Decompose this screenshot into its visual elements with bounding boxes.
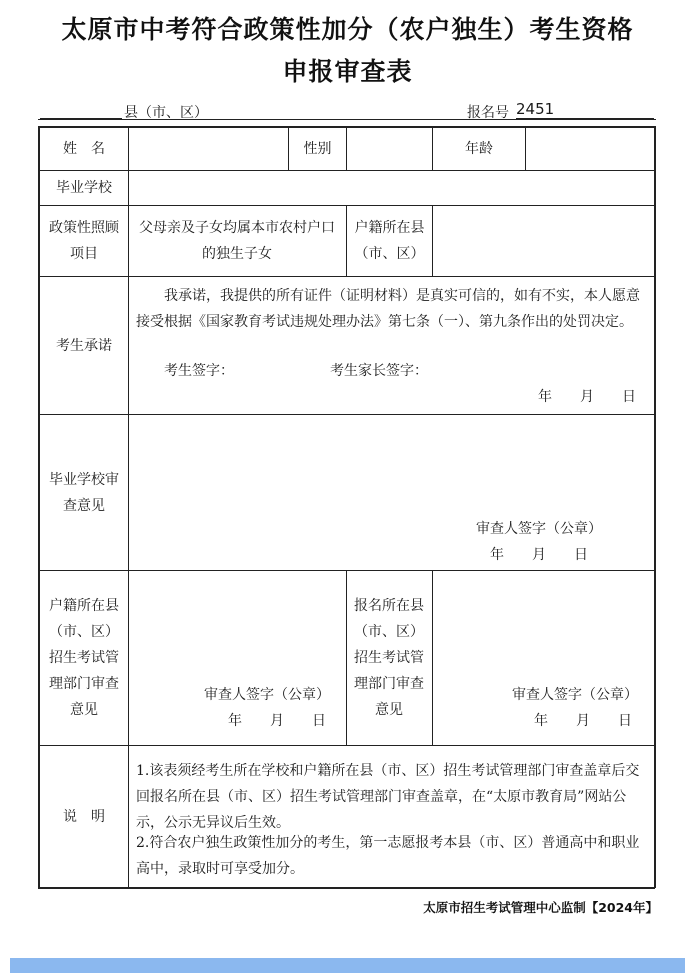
parent-signature-label: 考生家长签字： [330, 363, 428, 379]
col-line [432, 570, 433, 745]
notes-label: 说 明 [63, 808, 105, 825]
registration-number-value[interactable]: 2451 [516, 100, 654, 119]
issuer-footer: 太原市招生考试管理中心监制【2024年】 [423, 900, 658, 915]
school-field[interactable] [129, 171, 654, 205]
registration-number-label: 报名号 [467, 105, 509, 121]
county-label: 县（市、区） [124, 105, 208, 121]
row-line [38, 745, 655, 746]
notes-item-2: 2.符合农户独生政策性加分的考生，第一志愿报考本县（市、区）普通高中和职业高中，录取时可享受加分。 [136, 835, 640, 877]
divider [38, 119, 656, 120]
student-signature-label: 考生签字： [164, 363, 234, 379]
name-field[interactable] [129, 127, 288, 170]
school-label: 毕业学校 [56, 180, 112, 196]
age-field[interactable] [526, 127, 654, 170]
registration-dept-review-label: 报名所在县（市、区）招生考试管理部门审查意见 [354, 598, 424, 718]
school-review-date: 年 月 日 [490, 547, 588, 563]
table-border-right [654, 126, 656, 888]
household-dept-review-date: 年 月 日 [228, 713, 326, 729]
col-line [128, 126, 129, 888]
row-line [38, 414, 655, 415]
policy-label: 政策性照顾项目 [49, 220, 119, 262]
school-review-label: 毕业学校审查意见 [49, 471, 119, 514]
age-label: 年龄 [465, 140, 493, 157]
household-dept-reviewer-signature: 审查人签字（公章） [204, 687, 330, 703]
name-label: 姓 名 [63, 140, 105, 157]
form-title-line1: 太原市中考符合政策性加分（农户独生）考生资格 [61, 15, 634, 44]
household-label: 户籍所在县（市、区） [354, 220, 425, 262]
table-border-bottom [38, 887, 655, 889]
pledge-label: 考生承诺 [56, 337, 112, 354]
school-reviewer-signature: 审查人签字（公章） [476, 521, 602, 537]
notes-item-1: 1.该表须经考生所在学校和户籍所在县（市、区）招生考试管理部门审查盖章后交回报名所在县（市、区）招生考试管理部门审查盖章，在“太原市教育局”网站公示，公示无异议后生效。 [136, 763, 640, 831]
policy-value: 父母亲及子女均属本市农村户口的独生子女 [139, 220, 335, 262]
registration-dept-reviewer-signature: 审查人签字（公章） [512, 687, 638, 703]
row-line [38, 276, 655, 277]
form-title-line2: 申报审查表 [282, 57, 413, 86]
col-line [346, 570, 347, 745]
registration-dept-review-date: 年 月 日 [534, 713, 632, 729]
pledge-text: 我承诺，我提供的所有证件（证明材料）是真实可信的，如有不实，本人愿意接受根据《国家教育考试违规处理办法》第七条（一）、第九条作出的处罚决定。 [136, 288, 640, 330]
household-dept-review-label: 户籍所在县（市、区）招生考试管理部门审查意见 [49, 598, 119, 718]
household-field[interactable] [433, 206, 654, 276]
gender-label: 性别 [303, 140, 332, 157]
gender-field[interactable] [347, 127, 432, 170]
bottom-bar [10, 958, 685, 973]
pledge-date: 年 月 日 [538, 389, 636, 405]
